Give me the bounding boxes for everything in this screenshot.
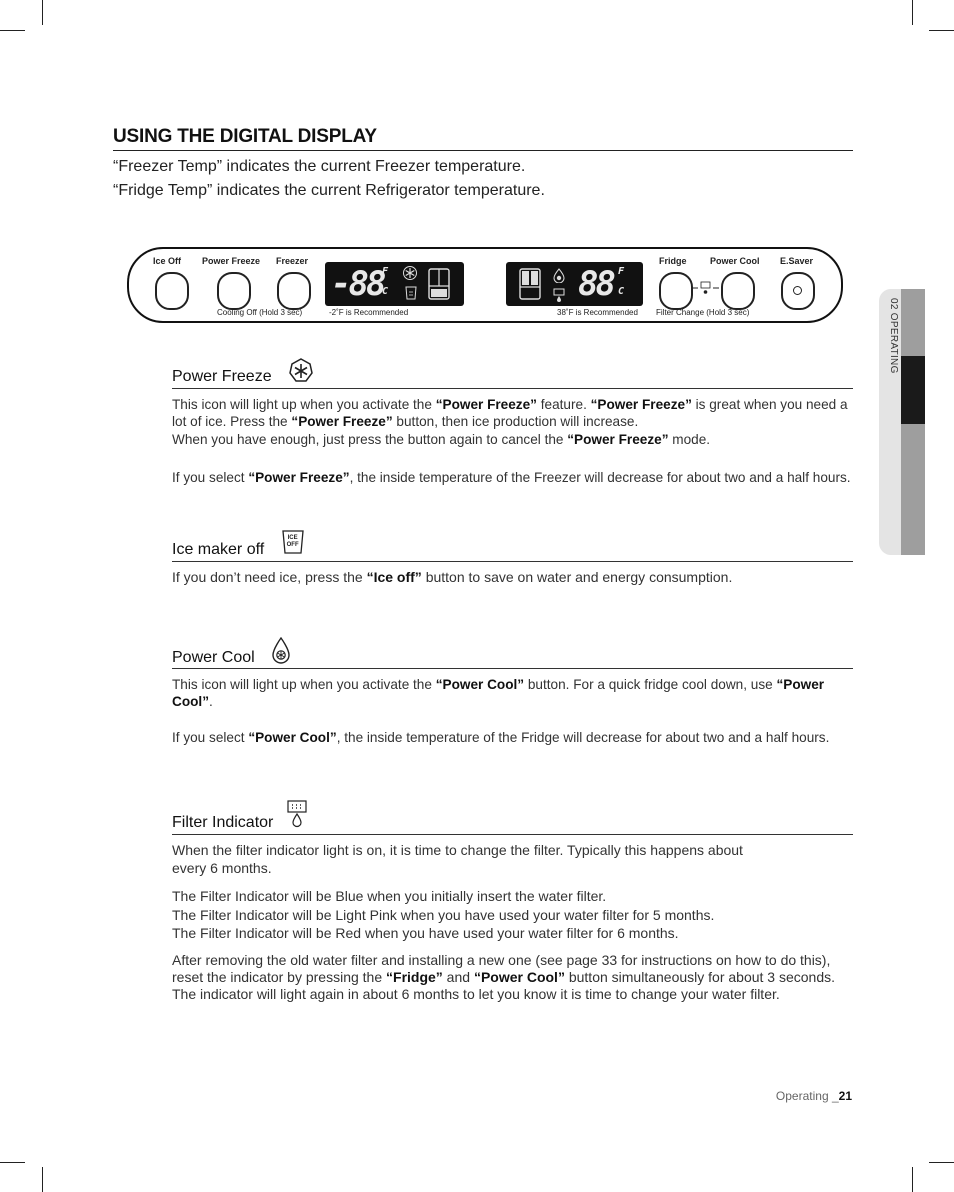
control-panel: [127, 247, 843, 323]
power-freeze-icon: [288, 358, 314, 389]
e-saver-button[interactable]: [781, 272, 815, 310]
fridge-door-icon: [519, 268, 541, 305]
fridge-button[interactable]: [659, 272, 693, 310]
ice-off-icon: ICE OFF: [281, 529, 305, 560]
ice-off-label: Ice Off: [153, 256, 182, 266]
filter-display-icon: [553, 288, 565, 307]
power-freeze-label: Power Freeze: [202, 256, 261, 266]
power-cool-paragraph-1: This icon will light up when you activate the “Power Cool” button. For a quick fridge cool down, use “Power Cool”.: [172, 677, 825, 709]
filter-indicator-paragraph-3: After removing the old water filter and installing a new one (see page 33 for instructions on how to do this), reset the indicator by pressing the “Fridge” and “Power Cool” button simultaneously for about 3 seconds. The indicator will light again in about 6 months to let you know it is time to change your water filter.: [172, 952, 836, 1002]
intro-line-2: “Fridge Temp” indicates the current Refrigerator temperature.: [113, 182, 545, 199]
power-freeze-paragraph-3: If you select “Power Freeze”, the inside temperature of the Freezer will decrease for about two and a half hours.: [172, 470, 851, 485]
crop-mark: [42, 0, 43, 25]
power-freeze-heading: [172, 358, 853, 389]
cooling-off-label: Cooling Off (Hold 3 sec): [217, 308, 303, 317]
power-freeze-paragraph-2: When you have enough, just press the button again to cancel the “Power Freeze” mode.: [172, 432, 711, 447]
unit-c: C: [382, 286, 389, 297]
power-cool-icon: [271, 637, 291, 670]
power-cool-display-icon: [553, 268, 565, 288]
power-freeze-paragraph-1: This icon will light up when you activate the “Power Freeze” feature. “Power Freeze” is great when you need a lot of ice. Press the “Power Freeze” button, then ice production will increase.: [172, 397, 848, 429]
filter-indicator-icon: [286, 799, 308, 834]
power-cool-paragraph-2: If you select “Power Cool”, the inside temperature of the Fridge will decrease for about two and a half hours.: [172, 730, 830, 745]
crop-mark: [929, 30, 954, 31]
power-cool-title: Power Cool: [172, 648, 255, 666]
page-number: 21: [838, 1089, 852, 1103]
e-saver-indicator-icon: [793, 286, 802, 295]
crop-mark: [0, 30, 25, 31]
filter-indicator-paragraph-2: The Filter Indicator will be Blue when you initially insert the water filter. The Filter Indicator will be Light Pink when you have used your water filter for 5 months. The Filter Indicator will be Red when you have used your water filter for 6 months.: [172, 888, 715, 941]
crop-mark: [42, 1167, 43, 1192]
page-footer: [776, 1089, 852, 1103]
crop-mark: [912, 0, 913, 25]
ice-maker-off-heading: [172, 529, 853, 562]
unit-f: F: [382, 266, 389, 277]
page-heading: USING THE DIGITAL DISPLAY: [113, 126, 853, 151]
ice-bucket-icon: [405, 286, 417, 305]
fridge-display: [506, 262, 643, 306]
side-tab-active-marker: [901, 356, 925, 424]
freezer-label: Freezer: [276, 256, 309, 266]
freezer-digits: -88: [331, 264, 384, 304]
filter-connector-icon: [693, 281, 719, 300]
filter-indicator-title: Filter Indicator: [172, 813, 274, 831]
ice-off-button[interactable]: [155, 272, 189, 310]
ice-maker-off-paragraph: If you don’t need ice, press the “Ice off” button to save on water and energy consumption.: [172, 569, 733, 585]
footer-label: Operating _: [775, 1089, 839, 1103]
crop-mark: [912, 1167, 913, 1192]
filter-change-label: Filter Change (Hold 3 sec): [656, 308, 750, 317]
power-cool-heading: [172, 637, 853, 669]
freezer-recommended-label: -2˚F is Recommended: [329, 308, 409, 317]
power-cool-label: Power Cool: [710, 256, 760, 266]
fridge-digits: 88: [578, 264, 613, 304]
freezer-display: [325, 262, 464, 306]
freezer-button[interactable]: [277, 272, 311, 310]
fridge-recommended-label: 38˚F is Recommended: [557, 308, 638, 317]
e-saver-label: E.Saver: [780, 256, 814, 266]
power-freeze-button[interactable]: [217, 272, 251, 310]
power-cool-button[interactable]: [721, 272, 755, 310]
ice-maker-off-title: Ice maker off: [172, 540, 265, 558]
power-freeze-title: Power Freeze: [172, 367, 272, 385]
filter-indicator-heading: [172, 799, 853, 835]
door-icon: [428, 268, 450, 305]
side-tab-label: 02 OPERATING: [888, 298, 899, 374]
crop-mark: [929, 1162, 954, 1163]
filter-indicator-paragraph-1: When the filter indicator light is on, it is time to change the filter. Typically this happens about every 6 months.: [172, 842, 743, 876]
snowflake-icon: [403, 266, 417, 285]
unit-f-right: F: [618, 266, 625, 277]
crop-mark: [0, 1162, 25, 1163]
fridge-label: Fridge: [659, 256, 687, 266]
intro-line-1: “Freezer Temp” indicates the current Freezer temperature.: [113, 158, 526, 175]
unit-c-right: C: [618, 286, 625, 297]
